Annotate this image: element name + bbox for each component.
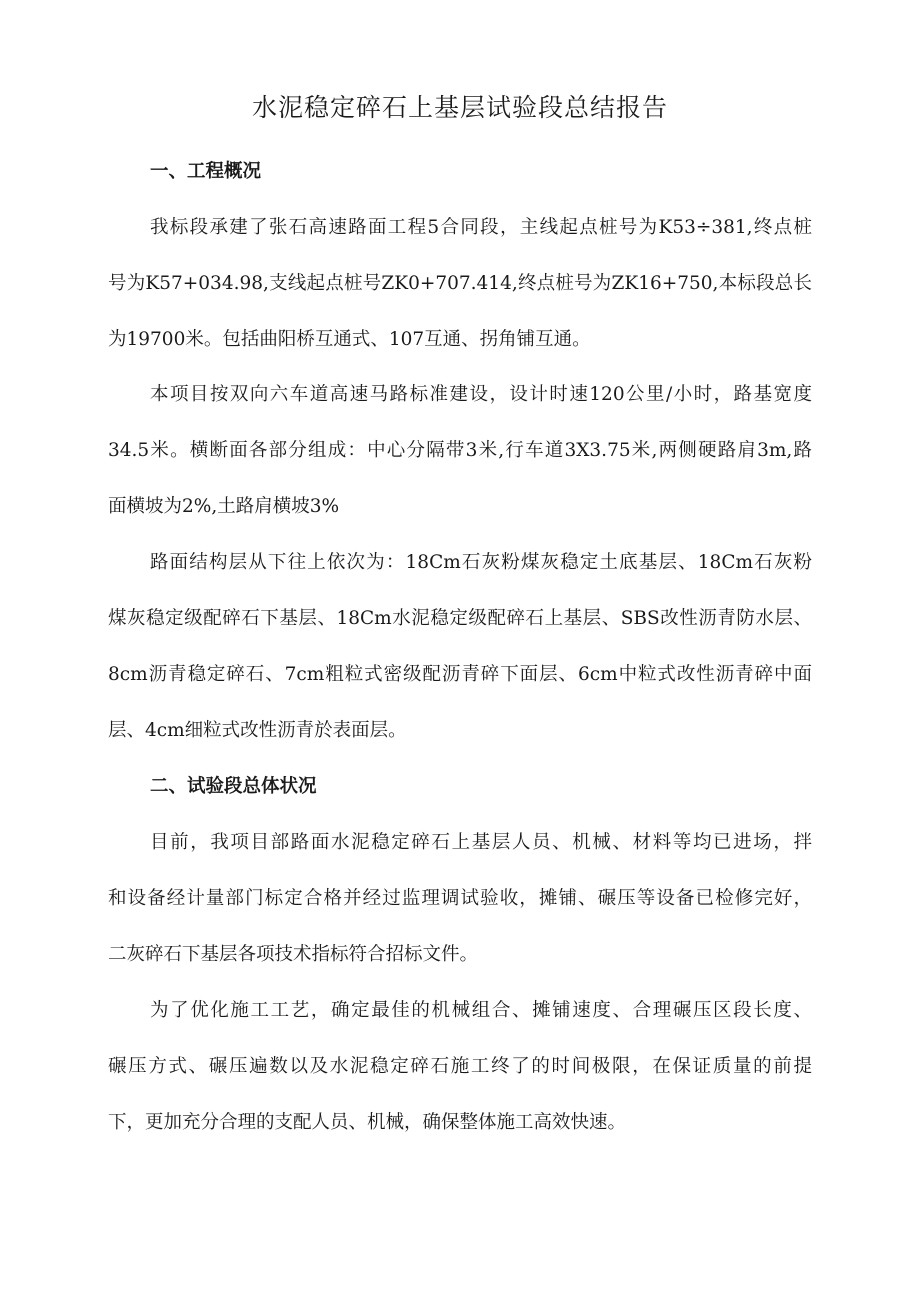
section-heading-test-status: 二、试验段总体状况 bbox=[150, 776, 317, 797]
section-heading-overview: 一、工程概况 bbox=[150, 161, 262, 182]
paragraph-line: 我标段承建了张石高速路面工程5合同段，主线起点桩号为K53÷381,终点桩 bbox=[150, 217, 812, 238]
paragraph-line: 为了优化施工工艺，确定最佳的机械组合、摊铺速度、合理碾压区段长度、 bbox=[150, 1000, 812, 1021]
paragraph-line: 面横坡为2%,土路肩横坡3% bbox=[108, 496, 340, 517]
paragraph-line: 二灰碎石下基层各项技术指标符合招标文件。 bbox=[108, 944, 479, 965]
paragraph-line: 号为K57+034.98,支线起点桩号ZK0+707.414,终点桩号为ZK16+750,本标段总长 bbox=[108, 273, 812, 294]
paragraph-line: 目前，我项目部路面水泥稳定碎石上基层人员、机械、材料等均已进场，拌 bbox=[150, 832, 812, 853]
paragraph-line: 8cm沥青稳定碎石、7cm粗粒式密级配沥青碎下面层、6cm中粒式改性沥青碎中面 bbox=[108, 664, 812, 685]
paragraph-line: 34.5米。横断面各部分组成：中心分隔带3米,行车道3X3.75米,两侧硬路肩3m,路 bbox=[108, 440, 812, 461]
paragraph-line: 层、4cm细粒式改性沥青於表面层。 bbox=[108, 720, 407, 741]
document-title: 水泥稳定碎石上基层试验段总结报告 bbox=[251, 93, 668, 122]
paragraph-line: 和设备经计量部门标定合格并经过监理调试验收，摊铺、碾压等设备已检修完好， bbox=[108, 888, 812, 909]
paragraph-line: 为19700米。包括曲阳桥互通式、107互通、拐角铺互通。 bbox=[108, 329, 591, 350]
paragraph-line: 路面结构层从下往上依次为：18Cm石灰粉煤灰稳定土底基层、18Cm石灰粉 bbox=[150, 552, 812, 573]
paragraph-line: 本项目按双向六车道高速马路标准建设，设计时速120公里/小时，路基宽度 bbox=[150, 384, 812, 405]
paragraph-line: 下，更加充分合理的支配人员、机械，确保整体施工高效快速。 bbox=[108, 1112, 627, 1133]
paragraph-line: 煤灰稳定级配碎石下基层、18Cm水泥稳定级配碎石上基层、SBS改性沥青防水层、 bbox=[108, 608, 812, 629]
paragraph-line: 碾压方式、碾压遍数以及水泥稳定碎石施工终了的时间极限，在保证质量的前提 bbox=[108, 1056, 812, 1077]
